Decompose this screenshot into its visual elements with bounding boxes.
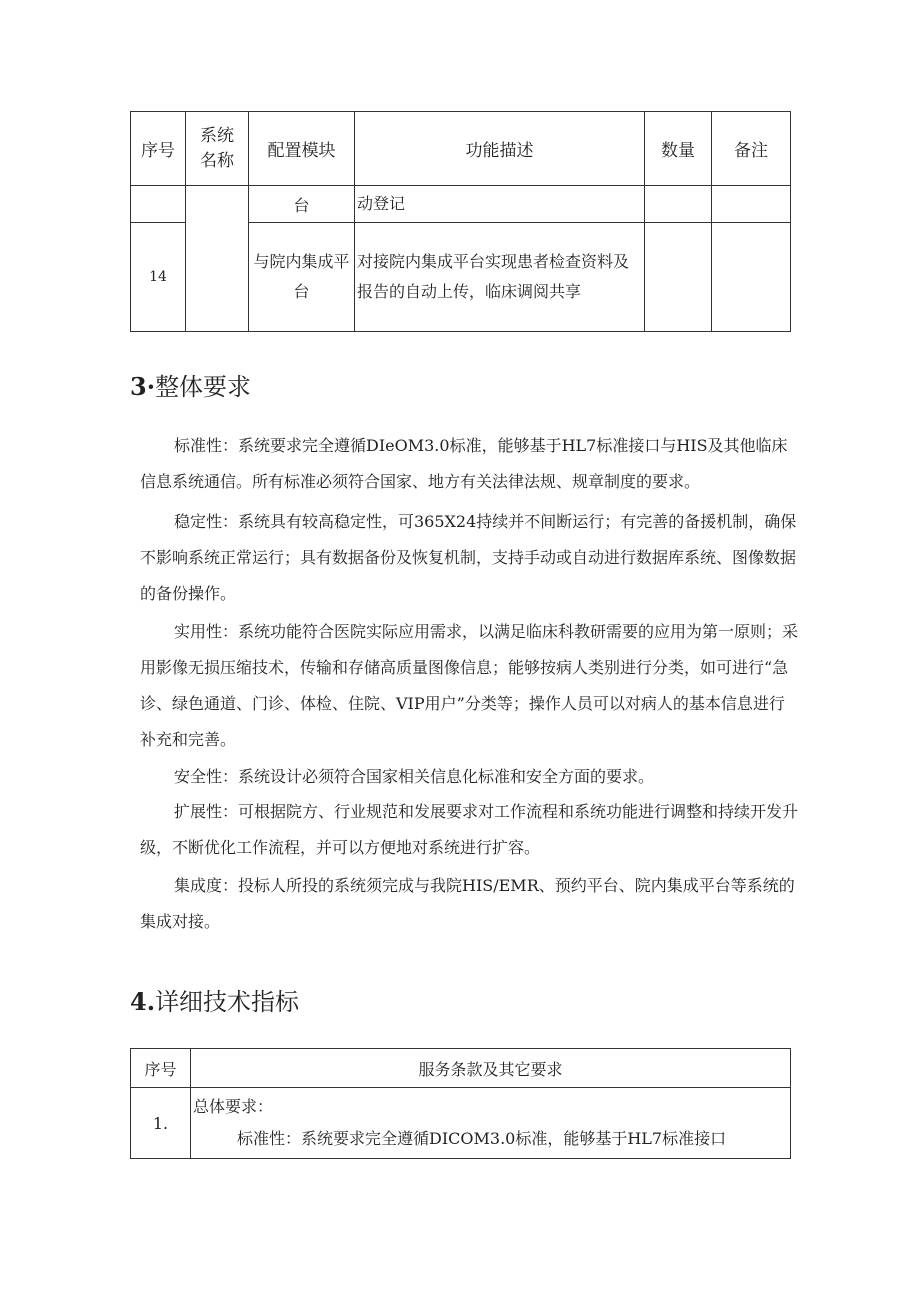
header-qty: 数量 bbox=[645, 112, 712, 186]
cell-function bbox=[355, 223, 645, 332]
terms-line1: 总体要求： bbox=[193, 1097, 274, 1116]
config-table bbox=[130, 111, 791, 332]
header-function: 功能描述 bbox=[355, 112, 645, 186]
header-remark: 备注 bbox=[712, 112, 791, 186]
section-3-heading bbox=[130, 367, 251, 402]
table-row bbox=[131, 1088, 791, 1159]
section-4-heading bbox=[130, 982, 299, 1017]
function-line2: 报告的自动上传，临床调阅共享 bbox=[357, 282, 582, 301]
spec-table bbox=[130, 1048, 791, 1159]
header-seq: 序号 bbox=[131, 1049, 191, 1088]
module-line2: 台 bbox=[293, 282, 310, 301]
cell-remark bbox=[712, 186, 791, 223]
header-system-line1: 系统 bbox=[200, 125, 234, 146]
section-3-number: 3· bbox=[130, 372, 156, 401]
module-line1: 与院内集成平 bbox=[253, 252, 350, 271]
cell-seq: 1. bbox=[131, 1088, 191, 1159]
paragraph-standard: 标准性：系统要求完全遵循DIeOM3.0标准，能够基于HL7标准接口与HIS及其他临床信息系统通信。所有标准必须符合国家、地方有关法律法规、规章制度的要求。 bbox=[140, 436, 788, 491]
terms-line2: 标准性：系统要求完全遵循DICOM3.0标准，能够基于HL7标准接口 bbox=[237, 1129, 727, 1148]
cell-module bbox=[249, 223, 355, 332]
table-header-row bbox=[131, 112, 791, 186]
cell-qty bbox=[645, 223, 712, 332]
cell-function: 动登记 bbox=[355, 186, 645, 223]
paragraph-extensibility: 扩展性：可根据院方、行业规范和发展要求对工作流程和系统功能进行调整和持续开发升级，不断优化工作流程，并可以方便地对系统进行扩容。 bbox=[140, 802, 799, 857]
paragraph-integration: 集成度：投标人所投的系统须完成与我院HIS/EMR、预约平台、院内集成平台等系统的集成对接。 bbox=[140, 876, 795, 931]
function-line1: 对接院内集成平台实现患者检查资料及 bbox=[357, 252, 630, 271]
section-4-number: 4. bbox=[130, 987, 156, 1016]
cell-system bbox=[186, 186, 249, 332]
header-system bbox=[186, 112, 249, 186]
cell-seq: 14 bbox=[131, 223, 186, 332]
paragraph-practicality: 实用性：系统功能符合医院实际应用需求，以满足临床科教研需要的应用为第一原则；采用影像无损压缩技术，传输和存储高质量图像信息；能够按病人类别进行分类，如可进行“急诊、绿色通道、门诊、体检、住院、VIP用户”分类等；操作人员可以对病人的基本信息进行补充和完善。 bbox=[140, 622, 799, 749]
cell-module: 台 bbox=[249, 186, 355, 223]
header-terms: 服务条款及其它要求 bbox=[191, 1049, 791, 1088]
cell-remark bbox=[712, 223, 791, 332]
cell-terms bbox=[191, 1088, 791, 1159]
paragraph-stability: 稳定性：系统具有较高稳定性，可365X24持续并不间断运行；有完善的备援机制，确保不影响系统正常运行；具有数据备份及恢复机制，支持手动或自动进行数据库系统、图像数据的备份操作。 bbox=[140, 512, 797, 603]
paragraph-security: 安全性：系统设计必须符合国家相关信息化标准和安全方面的要求。 bbox=[174, 767, 655, 786]
section-4-title: 详细技术指标 bbox=[155, 988, 300, 1016]
cell-seq bbox=[131, 186, 186, 223]
header-seq: 序号 bbox=[131, 112, 186, 186]
cell-qty bbox=[645, 186, 712, 223]
table-row bbox=[131, 186, 791, 223]
header-system-line2: 名称 bbox=[200, 150, 234, 171]
section-3-title: 整体要求 bbox=[155, 373, 252, 401]
table-header-row bbox=[131, 1049, 791, 1088]
header-module: 配置模块 bbox=[249, 112, 355, 186]
